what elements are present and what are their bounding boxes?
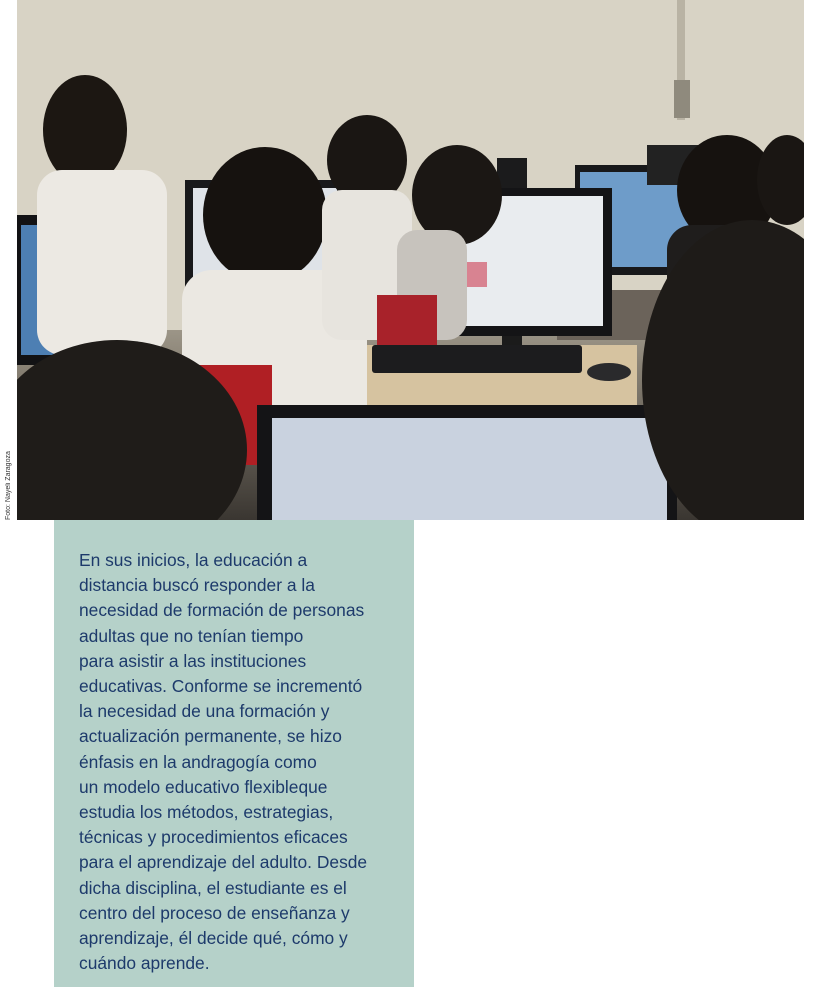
text-line: un modelo educativo flexibleque bbox=[79, 776, 328, 797]
text-line: la necesidad de una formación y bbox=[79, 701, 330, 722]
text-line: dicha disciplina, el estudiante es el bbox=[79, 877, 347, 898]
text-line: educativas. Conforme se incrementó bbox=[79, 676, 363, 697]
text-line: distancia buscó responder a la bbox=[79, 575, 315, 596]
text-line: adultas que no tenían tiempo bbox=[79, 625, 304, 646]
text-line: actualización permanente, se hizo bbox=[79, 726, 342, 747]
text-line: énfasis en la andragogía como bbox=[79, 751, 317, 772]
photo-credit: Foto: Nayeli Zaragoza bbox=[5, 451, 12, 520]
text-line: para asistir a las instituciones bbox=[79, 650, 307, 671]
text-line: aprendizaje, él decide qué, cómo y bbox=[79, 928, 348, 949]
body-paragraph bbox=[79, 548, 392, 976]
photo-illustration bbox=[17, 0, 804, 520]
text-line: técnicas y procedimientos eficaces bbox=[79, 827, 348, 848]
classroom-photo bbox=[17, 0, 804, 520]
text-line: centro del proceso de enseñanza y bbox=[79, 902, 350, 923]
text-line: estudia los métodos, estrategias, bbox=[79, 802, 334, 823]
text-line: para el aprendizaje del adulto. Desde bbox=[79, 852, 368, 873]
text-line: cuándo aprende. bbox=[79, 953, 210, 974]
text-line: necesidad de formación de personas bbox=[79, 600, 365, 621]
text-line: En sus inicios, la educación a bbox=[79, 550, 308, 570]
text-box bbox=[54, 520, 414, 987]
